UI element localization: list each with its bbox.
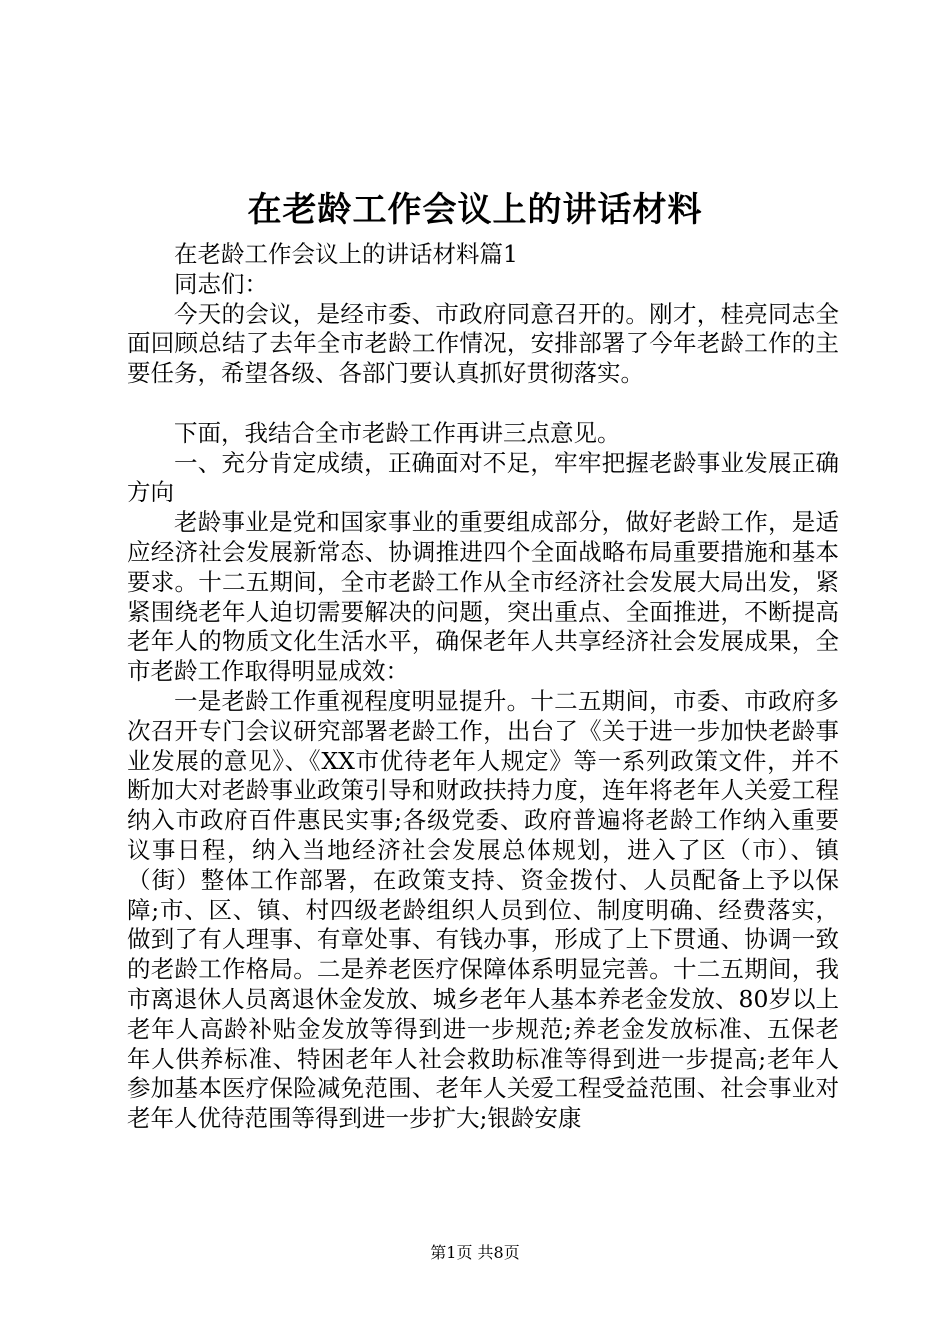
document-title: 在老龄工作会议上的讲话材料: [247, 190, 703, 230]
paragraph-opening: 今天的会议，是经市委、市政府同意召开的。刚才，桂亮同志全面回顾总结了去年全市老龄工作情况，安排部署了今年老龄工作的主要任务，希望各级、各部门要认真抓好贯彻落实。: [127, 299, 839, 388]
page-footer: 第1页 共8页: [430, 1243, 520, 1262]
document-body: [127, 240, 839, 1134]
document-subtitle: 在老龄工作会议上的讲话材料篇1: [174, 240, 518, 268]
paragraph-body-1: 老龄事业是党和国家事业的重要组成部分，做好老龄工作，是适应经济社会发展新常态、协调推进四个全面战略布局重要措施和基本要求。十二五期间，全市老龄工作从全市经济社会发展大局出发，紧紧围绕老年人迫切需要解决的问题，突出重点、全面推进，不断提高老年人的物质文化生活水平，确保老年人共享经济社会发展成果，全市老龄工作取得明显成效：: [127, 508, 839, 686]
paragraph-intro: 下面，我结合全市老龄工作再讲三点意见。: [174, 418, 621, 447]
paragraph-body-2: 一是老龄工作重视程度明显提升。十二五期间，市委、市政府多次召开专门会议研究部署老龄工作，出台了《关于进一步加快老龄事业发展的意见》、《XX市优待老年人规定》等一系列政策文件，并不断加大对老龄事业政策引导和财政扶持力度，连年将老年人关爱工程纳入市政府百件惠民实事;各级党委、政府普遍将老龄工作纳入重要议事日程，纳入当地经济社会发展总体规划，进入了区（市）、镇（街）整体工作部署，在政策支持、资金拨付、人员配备上予以保障;市、区、镇、村四级老龄组织人员到位、制度明确、经费落实，做到了有人理事、有章处事、有钱办事，形成了上下贯通、协调一致的老龄工作格局。二是养老医疗保障体系明显完善。十二五期间，我市离退休人员离退休金发放、城乡老年人基本养老金发放、80岁以上老年人高龄补贴金发放等得到进一步规范;养老金发放标准、五保老年人供养标准、特困老年人社会救助标准等得到进一步提高;老年人参加基本医疗保险减免范围、老年人关爱工程受益范围、社会事业对老年人优待范围等得到进一步扩大;银龄安康: [127, 686, 839, 1133]
greeting: 同志们：: [174, 269, 268, 298]
section-heading-1: 一、充分肯定成绩，正确面对不足，牢牢把握老龄事业发展正确方向: [127, 448, 839, 507]
